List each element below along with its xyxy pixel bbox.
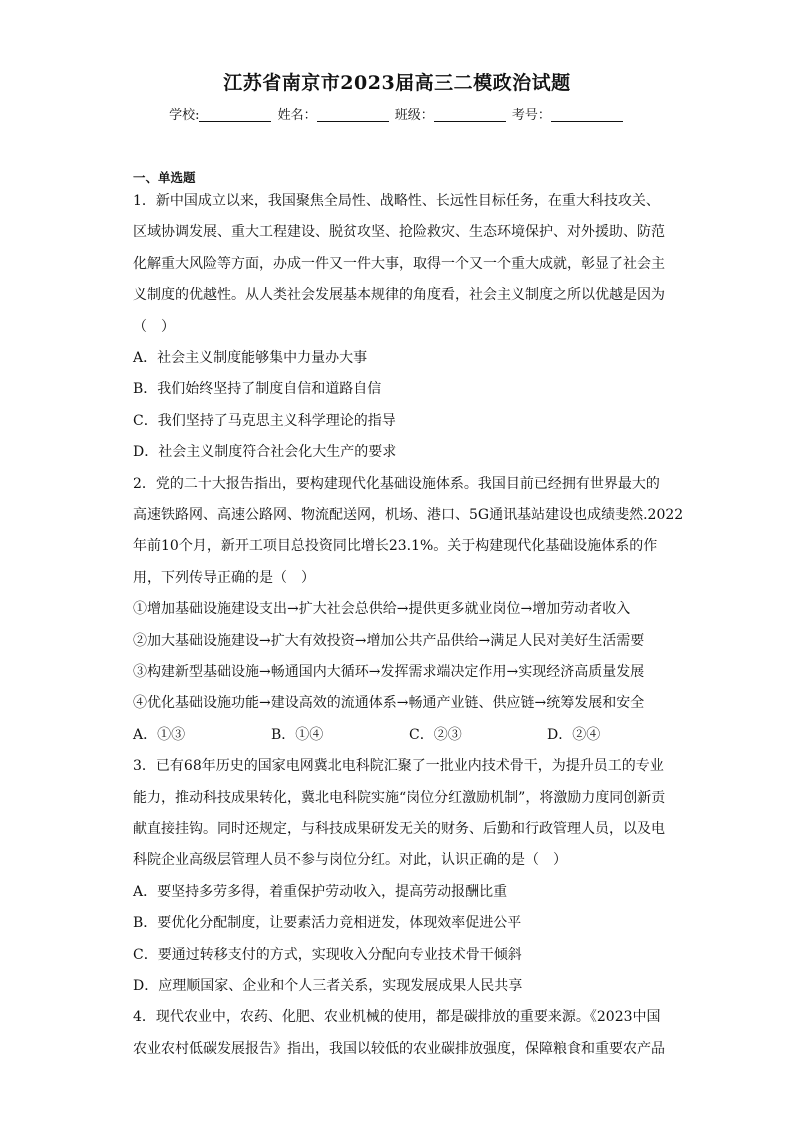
text-line: 4．现代农业中，农药、化肥、农业机械的使用，都是碳排放的重要来源。《2023中国: [133, 1009, 661, 1025]
text-line: （ ）: [133, 319, 175, 335]
text-line[interactable]: A．要坚持多劳多得，着重保护劳动收入，提高劳动报酬比重: [133, 884, 508, 900]
exam-no-field[interactable]: [551, 107, 623, 122]
text-line: 献直接挂钩。同时还规定，与科技成果研发无关的财务、后勤和行政管理人员，以及电: [133, 821, 665, 837]
student-info-row: [0, 104, 794, 123]
text-line: 区域协调发展、重大工程建设、脱贫攻坚、抢险救灾、生态环境保护、对外援助、防范: [133, 224, 665, 240]
school-field[interactable]: [199, 107, 271, 122]
class-label: 班级：: [394, 108, 434, 123]
class-field[interactable]: [434, 107, 506, 122]
q2-option[interactable]: C．②③: [409, 727, 462, 743]
text-line: ②加大基础设施建设→扩大有效投资→增加公共产品供给→满足人民对美好生活需要: [133, 633, 645, 649]
text-line[interactable]: D．社会主义制度符合社会化大生产的要求: [133, 444, 397, 460]
text-line: ④优化基础设施功能→建设高效的流通体系→畅通产业链、供应链→统筹发展和安全: [133, 695, 645, 711]
text-line: 农业农村低碳发展报告》指出，我国以较低的农业碳排放强度，保障粮食和重要农产品: [133, 1041, 665, 1057]
name-label: 姓名：: [277, 108, 317, 123]
text-line: 高速铁路网、高速公路网、物流配送网，机场、港口、5G通讯基站建设也成绩斐然.2022: [133, 507, 684, 523]
school-label: 学校:: [169, 108, 200, 123]
text-line: 义制度的优越性。从人类社会发展基本规律的角度看，社会主义制度之所以优越是因为: [133, 287, 665, 303]
q2-option[interactable]: B．①④: [271, 727, 324, 743]
text-line: 2．党的二十大报告指出，要构建现代化基础设施体系。我国目前已经拥有世界最大的: [133, 476, 660, 492]
text-line[interactable]: B．要优化分配制度，让要素活力竞相迸发，体现效率促进公平: [133, 915, 522, 931]
exam-no-label: 考号：: [511, 108, 551, 123]
q2-option[interactable]: D．②④: [547, 727, 601, 743]
text-line: 能力，推动科技成果转化，冀北电科院实施“岗位分红激励机制”，将激励力度同创新贡: [133, 790, 666, 806]
text-line: 用，下列传导正确的是（ ）: [133, 570, 315, 586]
section-heading: 一、单选题: [133, 170, 196, 185]
text-line[interactable]: C．要通过转移支付的方式，实现收入分配向专业技术骨干倾斜: [133, 947, 522, 963]
q2-options-row: [133, 725, 673, 745]
name-field[interactable]: [317, 107, 389, 122]
text-line: ①增加基础设施建设支出→扩大社会总供给→提供更多就业岗位→增加劳动者收入: [133, 601, 631, 617]
text-line: 年前10个月，新开工项目总投资同比增长23.1%。关于构建现代化基础设施体系的作: [133, 538, 658, 554]
text-line: 科院企业高级层管理人员不参与岗位分红。对此，认识正确的是（ ）: [133, 852, 567, 868]
q2-option[interactable]: A．①③: [133, 727, 186, 743]
text-line: 3．已有68年历史的国家电网冀北电科院汇聚了一批业内技术骨干，为提升员工的专业: [133, 758, 664, 774]
text-line: 化解重大风险等方面，办成一件又一件大事，取得一个又一个重大成就，彰显了社会主: [133, 256, 665, 272]
text-line: ③构建新型基础设施→畅通国内大循环→发挥需求端决定作用→实现经济高质量发展: [133, 664, 645, 680]
text-line[interactable]: B．我们始终坚持了制度自信和道路自信: [133, 381, 382, 397]
text-line[interactable]: C．我们坚持了马克思主义科学理论的指导: [133, 413, 396, 429]
text-line: 1．新中国成立以来，我国聚焦全局性、战略性、长远性目标任务，在重大科技攻关、: [133, 193, 660, 209]
text-line[interactable]: A．社会主义制度能够集中力量办大事: [133, 350, 368, 366]
text-line[interactable]: D．应理顺国家、企业和个人三者关系，实现发展成果人民共享: [133, 978, 523, 994]
page-title: 江苏省南京市2023届高三二模政治试题: [223, 72, 571, 94]
